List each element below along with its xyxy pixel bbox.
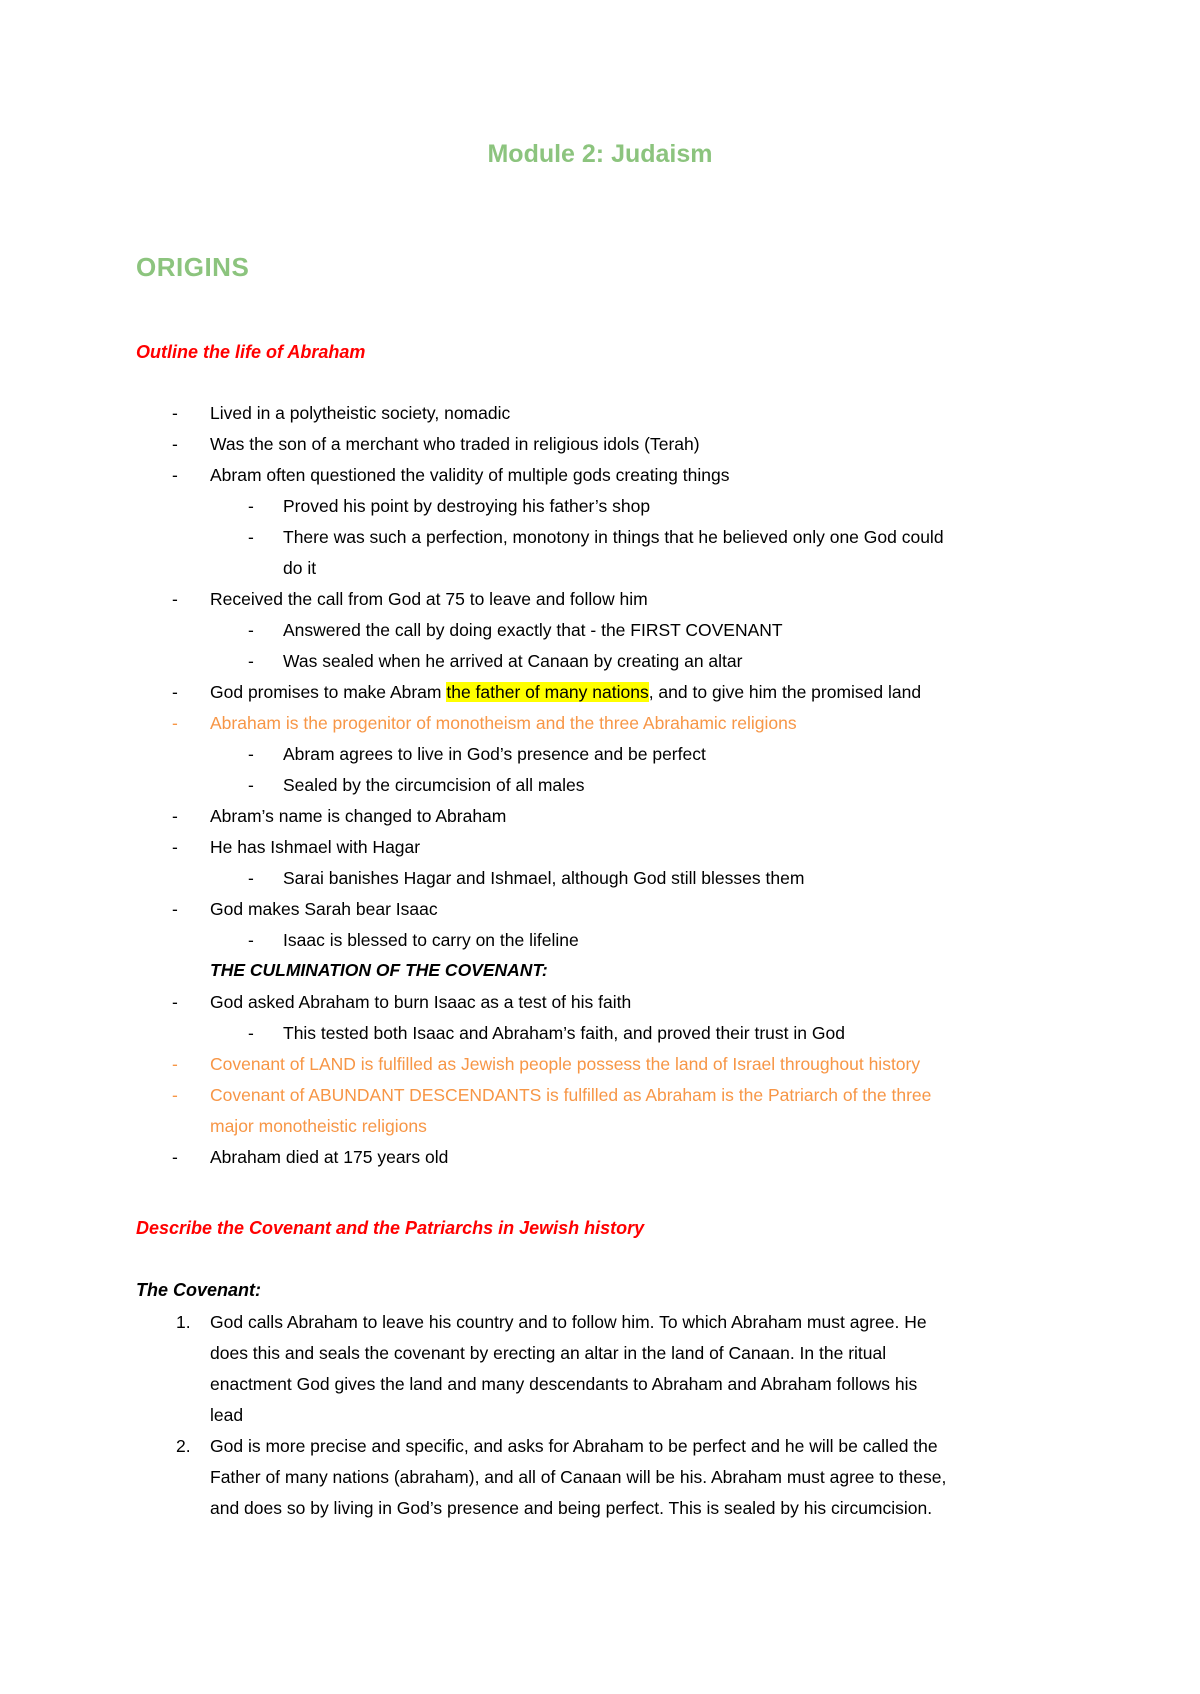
bullet-dash: - — [172, 589, 178, 609]
bullet-dash: - — [172, 434, 178, 454]
bullet-dash: - — [172, 465, 178, 485]
bullet-dash: - — [172, 1085, 178, 1105]
list-item: Abram’s name is changed to Abraham — [210, 806, 507, 826]
list-item: Abram often questioned the validity of multiple gods creating things — [210, 465, 730, 485]
list-item: Was sealed when he arrived at Canaan by creating an altar — [283, 651, 743, 671]
numbered-item-line: God is more precise and specific, and asks for Abraham to be perfect and he will be called the — [210, 1436, 938, 1456]
numbered-item-line: lead — [210, 1405, 244, 1425]
list-item: Received the call from God at 75 to leave and follow him — [210, 589, 648, 609]
bullet-dash: - — [172, 899, 178, 919]
highlighted-text: the father of many nations — [446, 682, 649, 702]
list-item: Sarai banishes Hagar and Ishmael, although God still blesses them — [283, 868, 805, 888]
bullet-dash: - — [248, 930, 254, 950]
question-heading-covenant: Describe the Covenant and the Patriarchs in Jewish history — [136, 1218, 645, 1238]
question-heading-abraham: Outline the life of Abraham — [136, 342, 366, 362]
bullet-dash: - — [248, 744, 254, 764]
list-item-continuation: major monotheistic religions — [210, 1116, 427, 1136]
numbered-item-line: enactment God gives the land and many descendants to Abraham and Abraham follows his — [210, 1374, 918, 1394]
list-item-continuation: do it — [283, 558, 317, 578]
list-item: This tested both Isaac and Abraham’s faith, and proved their trust in God — [283, 1023, 845, 1043]
bullet-dash: - — [172, 713, 178, 733]
list-item: He has Ishmael with Hagar — [210, 837, 421, 857]
bullet-dash: - — [172, 403, 178, 423]
list-item-orange: Covenant of LAND is fulfilled as Jewish people possess the land of Israel throughout history — [210, 1054, 921, 1074]
list-item: Abram agrees to live in God’s presence and be perfect — [283, 744, 706, 764]
list-item-orange: Abraham is the progenitor of monotheism and the three Abrahamic religions — [210, 713, 797, 733]
list-item: Answered the call by doing exactly that - the FIRST COVENANT — [283, 620, 783, 640]
bullet-dash: - — [248, 527, 254, 547]
numbered-item-line: does this and seals the covenant by erecting an altar in the land of Canaan. In the ritual — [210, 1343, 887, 1363]
list-item: Sealed by the circumcision of all males — [283, 775, 585, 795]
document-title: Module 2: Judaism — [487, 140, 713, 168]
covenant-label: The Covenant: — [136, 1280, 262, 1300]
list-item-text: , and to give him the promised land — [648, 682, 922, 702]
bullet-dash: - — [248, 496, 254, 516]
bullet-dash: - — [172, 1054, 178, 1074]
bullet-dash: - — [248, 868, 254, 888]
list-item-orange: Covenant of ABUNDANT DESCENDANTS is fulfilled as Abraham is the Patriarch of the three — [210, 1085, 932, 1105]
culmination-heading: THE CULMINATION OF THE COVENANT: — [210, 960, 548, 980]
numbered-item-line: and does so by living in God’s presence and being perfect. This is sealed by his circumcision. — [210, 1498, 933, 1518]
list-item: God makes Sarah bear Isaac — [210, 899, 438, 919]
list-item: There was such a perfection, monotony in things that he believed only one God could — [283, 527, 944, 547]
bullet-dash: - — [172, 992, 178, 1012]
bullet-dash: - — [172, 682, 178, 702]
list-number: 2. — [176, 1436, 191, 1456]
bullet-dash: - — [248, 1023, 254, 1043]
list-item: Abraham died at 175 years old — [210, 1147, 449, 1167]
list-item: Isaac is blessed to carry on the lifeline — [283, 930, 579, 950]
section-heading-origins: ORIGINS — [136, 252, 250, 282]
bullet-dash: - — [248, 620, 254, 640]
numbered-item-line: God calls Abraham to leave his country and to follow him. To which Abraham must agree. He — [210, 1312, 927, 1332]
list-item-text: God promises to make Abram — [210, 682, 447, 702]
list-number: 1. — [176, 1312, 191, 1332]
bullet-dash: - — [248, 651, 254, 671]
bullet-dash: - — [172, 1147, 178, 1167]
list-item: God asked Abraham to burn Isaac as a test of his faith — [210, 992, 632, 1012]
list-item-highlighted — [210, 681, 921, 703]
list-item: Was the son of a merchant who traded in religious idols (Terah) — [210, 434, 700, 454]
list-item: Lived in a polytheistic society, nomadic — [210, 403, 511, 423]
bullet-dash: - — [172, 806, 178, 826]
bullet-dash: - — [172, 837, 178, 857]
list-item: Proved his point by destroying his father’s shop — [283, 496, 651, 516]
bullet-dash: - — [248, 775, 254, 795]
numbered-item-line: Father of many nations (abraham), and all of Canaan will be his. Abraham must agree to these, — [210, 1467, 947, 1487]
